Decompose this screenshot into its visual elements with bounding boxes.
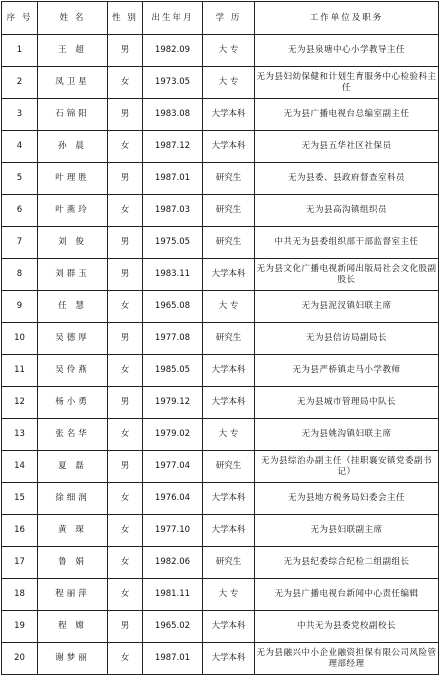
cell-number: 9 — [2, 291, 38, 323]
table-row — [2, 547, 439, 579]
cell-education: 大学本科 — [203, 99, 255, 131]
cell-name: 孙 晨 — [38, 131, 108, 163]
cell-position: 无为县五华社区社保员 — [255, 131, 439, 163]
table-row — [2, 451, 439, 483]
cell-sex: 女 — [108, 579, 143, 611]
cell-sex: 男 — [108, 451, 143, 483]
cell-education: 研究生 — [203, 547, 255, 579]
cell-birth: 1975.05 — [143, 227, 203, 259]
cell-position: 无为县妇联副主席 — [255, 515, 439, 547]
cell-name: 徐细润 — [38, 483, 108, 515]
cell-sex: 女 — [108, 67, 143, 99]
cell-number: 17 — [2, 547, 38, 579]
table-row — [2, 163, 439, 195]
table-row — [2, 227, 439, 259]
cell-name: 程丽萍 — [38, 579, 108, 611]
header-number: 序 号 — [2, 2, 38, 35]
cell-education: 研究生 — [203, 163, 255, 195]
cell-number: 7 — [2, 227, 38, 259]
table-row — [2, 67, 439, 99]
header-position: 工作单位及职务 — [255, 2, 439, 35]
header-sex: 性 别 — [108, 2, 143, 35]
cell-number: 1 — [2, 35, 38, 67]
cell-position: 无为县综治办副主任（挂职襄安镇党委副书记） — [255, 451, 439, 483]
cell-sex: 女 — [108, 547, 143, 579]
cell-position: 无为县妇幼保健和计划生育服务中心检验科主任 — [255, 67, 439, 99]
cell-birth: 1977.10 — [143, 515, 203, 547]
cell-number: 18 — [2, 579, 38, 611]
cell-name: 吴伶燕 — [38, 355, 108, 387]
cell-position: 无为县融兴中小企业融资担保有限公司风险管理部经理 — [255, 643, 439, 675]
cell-birth: 1981.11 — [143, 579, 203, 611]
cell-number: 20 — [2, 643, 38, 675]
cell-position: 无为县委、县政府督查室科员 — [255, 163, 439, 195]
cell-name: 任 慧 — [38, 291, 108, 323]
cell-number: 10 — [2, 323, 38, 355]
cell-sex: 女 — [108, 195, 143, 227]
cell-education: 大学本科 — [203, 515, 255, 547]
cell-position: 无为县泉塘中心小学教导主任 — [255, 35, 439, 67]
cell-position: 无为县文化广播电视新闻出版局社会文化股副股长 — [255, 259, 439, 291]
cell-education: 大 专 — [203, 419, 255, 451]
cell-education: 大学本科 — [203, 259, 255, 291]
cell-education: 大学本科 — [203, 483, 255, 515]
cell-sex: 女 — [108, 355, 143, 387]
cell-position: 无为县地方税务局妇委会主任 — [255, 483, 439, 515]
header-birth: 出生年月 — [143, 2, 203, 35]
table-row — [2, 131, 439, 163]
cell-position: 中共无为县委党校副校长 — [255, 611, 439, 643]
cell-position: 无为县高沟镇组织员 — [255, 195, 439, 227]
cell-number: 11 — [2, 355, 38, 387]
cell-education: 研究生 — [203, 195, 255, 227]
cell-name: 鲁 娟 — [38, 547, 108, 579]
cell-name: 叶燕玲 — [38, 195, 108, 227]
cell-number: 8 — [2, 259, 38, 291]
cell-number: 14 — [2, 451, 38, 483]
table-row — [2, 259, 439, 291]
cell-birth: 1979.12 — [143, 387, 203, 419]
cell-sex: 女 — [108, 643, 143, 675]
cell-education: 研究生 — [203, 227, 255, 259]
cell-birth: 1979.02 — [143, 419, 203, 451]
cell-position: 无为县广播电视台新闻中心责任编辑 — [255, 579, 439, 611]
cell-birth: 1987.01 — [143, 643, 203, 675]
cell-name: 刘 俊 — [38, 227, 108, 259]
cell-birth: 1983.08 — [143, 99, 203, 131]
cell-birth: 1977.04 — [143, 451, 203, 483]
cell-number: 3 — [2, 99, 38, 131]
cell-education: 大学本科 — [203, 611, 255, 643]
cell-birth: 1987.01 — [143, 163, 203, 195]
cell-birth: 1983.11 — [143, 259, 203, 291]
table-row — [2, 483, 439, 515]
cell-number: 6 — [2, 195, 38, 227]
cell-position: 无为县广播电视台总编室副主任 — [255, 99, 439, 131]
cell-birth: 1965.08 — [143, 291, 203, 323]
cell-number: 4 — [2, 131, 38, 163]
cell-name: 张名华 — [38, 419, 108, 451]
cell-education: 大 专 — [203, 291, 255, 323]
cell-birth: 1987.12 — [143, 131, 203, 163]
cell-education: 大 专 — [203, 67, 255, 99]
cell-education: 大 专 — [203, 579, 255, 611]
cell-sex: 男 — [108, 227, 143, 259]
cell-position: 中共无为县委组织部干部监督室主任 — [255, 227, 439, 259]
cell-name: 刘群玉 — [38, 259, 108, 291]
table-row — [2, 323, 439, 355]
cell-number: 19 — [2, 611, 38, 643]
cell-sex: 男 — [108, 611, 143, 643]
cell-position: 无为县城市管理局中队长 — [255, 387, 439, 419]
table-row — [2, 291, 439, 323]
cell-name: 凤卫星 — [38, 67, 108, 99]
cell-position: 无为县纪委综合纪检二组副组长 — [255, 547, 439, 579]
cell-birth: 1965.02 — [143, 611, 203, 643]
cell-name: 杨小勇 — [38, 387, 108, 419]
cell-number: 12 — [2, 387, 38, 419]
header-education: 学 历 — [203, 2, 255, 35]
table-row — [2, 35, 439, 67]
cell-position: 无为县严桥镇走马小学教师 — [255, 355, 439, 387]
table-row — [2, 579, 439, 611]
cell-sex: 男 — [108, 323, 143, 355]
cell-birth: 1977.08 — [143, 323, 203, 355]
cell-sex: 男 — [108, 259, 143, 291]
cell-birth: 1982.09 — [143, 35, 203, 67]
cell-sex: 女 — [108, 131, 143, 163]
cell-birth: 1973.05 — [143, 67, 203, 99]
cell-name: 吴德厚 — [38, 323, 108, 355]
cell-education: 大学本科 — [203, 643, 255, 675]
cell-education: 大学本科 — [203, 387, 255, 419]
table-header-row — [2, 2, 439, 35]
cell-number: 5 — [2, 163, 38, 195]
cell-sex: 男 — [108, 99, 143, 131]
cell-name: 夏 磊 — [38, 451, 108, 483]
cell-name: 石锦阳 — [38, 99, 108, 131]
cell-position: 无为县信访局副局长 — [255, 323, 439, 355]
cell-position: 无为县泥汊镇妇联主席 — [255, 291, 439, 323]
cell-number: 13 — [2, 419, 38, 451]
table-body — [2, 35, 439, 675]
cell-sex: 男 — [108, 163, 143, 195]
cell-name: 程 嫦 — [38, 611, 108, 643]
cell-name: 叶理胜 — [38, 163, 108, 195]
cell-education: 大学本科 — [203, 355, 255, 387]
table-row — [2, 195, 439, 227]
cell-name: 黄 琛 — [38, 515, 108, 547]
cell-sex: 女 — [108, 515, 143, 547]
table-row — [2, 99, 439, 131]
cell-education: 研究生 — [203, 451, 255, 483]
cell-sex: 女 — [108, 419, 143, 451]
cell-name: 谢梦丽 — [38, 643, 108, 675]
cell-birth: 1987.03 — [143, 195, 203, 227]
table-row — [2, 355, 439, 387]
candidate-roster-table — [1, 1, 439, 675]
cell-birth: 1985.05 — [143, 355, 203, 387]
cell-position: 无为县姚沟镇妇联主席 — [255, 419, 439, 451]
cell-sex: 男 — [108, 35, 143, 67]
cell-number: 16 — [2, 515, 38, 547]
table-row — [2, 419, 439, 451]
cell-number: 2 — [2, 67, 38, 99]
cell-sex: 女 — [108, 291, 143, 323]
header-name: 姓 名 — [38, 2, 108, 35]
cell-birth: 1982.06 — [143, 547, 203, 579]
table-row — [2, 387, 439, 419]
cell-education: 研究生 — [203, 323, 255, 355]
cell-education: 大 专 — [203, 35, 255, 67]
table-row — [2, 515, 439, 547]
cell-sex: 男 — [108, 387, 143, 419]
cell-sex: 女 — [108, 483, 143, 515]
table-row — [2, 611, 439, 643]
cell-birth: 1976.04 — [143, 483, 203, 515]
cell-education: 大学本科 — [203, 131, 255, 163]
cell-number: 15 — [2, 483, 38, 515]
cell-name: 王 超 — [38, 35, 108, 67]
table-row — [2, 643, 439, 675]
